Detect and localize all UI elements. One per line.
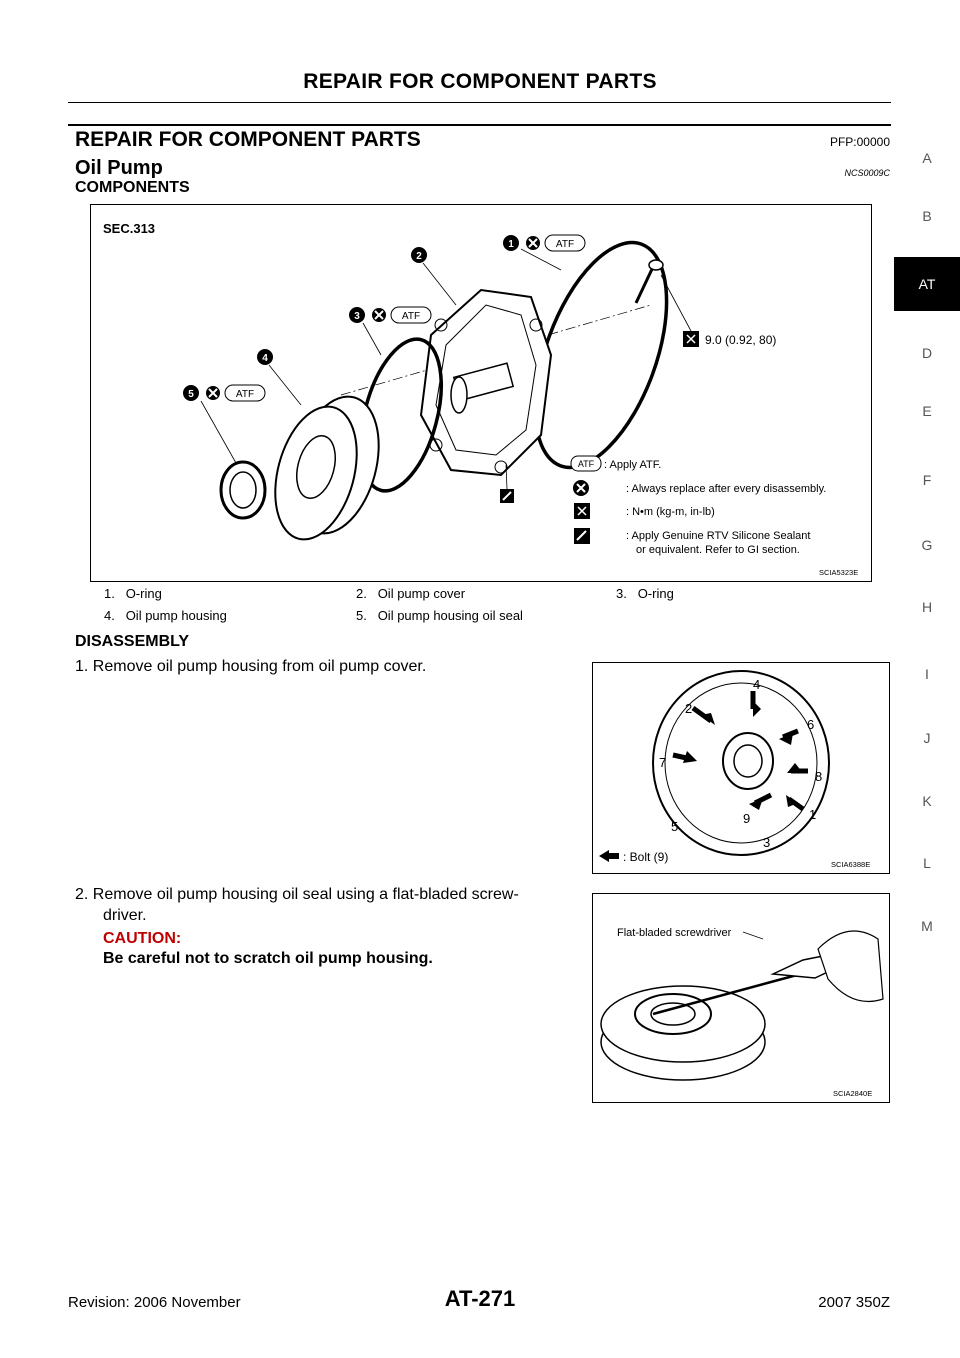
svg-text:: Apply Genuine RTV Silicone: : Apply Genuine RTV Silicone Sealant [626, 530, 811, 542]
header-rule [68, 102, 891, 103]
side-tab-f[interactable]: F [922, 472, 932, 488]
oil-pump-housing-shape [262, 387, 393, 548]
figure-legend [571, 456, 826, 556]
svg-text:5: 5 [188, 389, 194, 400]
part-1: 1. O-ring [104, 586, 162, 601]
side-tab-k[interactable]: K [922, 793, 932, 809]
figure-code: SCIA5323E [819, 568, 859, 577]
step-2-line2: driver. [103, 907, 147, 924]
section-rule [68, 124, 891, 126]
callout-5 [183, 385, 265, 463]
svg-text:7: 7 [659, 755, 667, 770]
section-title: REPAIR FOR COMPONENT PARTS [75, 128, 421, 151]
svg-text:ATF: ATF [577, 459, 595, 469]
torque-callout [661, 275, 776, 347]
svg-text:5: 5 [671, 819, 679, 834]
screwdriver-figure [592, 893, 890, 1103]
part-4: 4. Oil pump housing [104, 608, 227, 623]
svg-text:3: 3 [354, 311, 360, 322]
side-tab-b[interactable]: B [922, 208, 932, 224]
callout-2 [411, 247, 456, 305]
screwdriver-label: Flat-bladed screwdriver [617, 927, 732, 939]
side-tab-j[interactable]: J [923, 730, 931, 746]
svg-text:6: 6 [807, 717, 815, 732]
bolt-legend [599, 850, 668, 864]
svg-text:8: 8 [815, 769, 823, 784]
step-1: 1. Remove oil pump housing from oil pump cover. [75, 658, 427, 675]
bolt-shape [636, 260, 663, 303]
housing-drawing [601, 986, 765, 1080]
part-2: 2. Oil pump cover [356, 586, 466, 601]
svg-text:9: 9 [743, 811, 751, 826]
components-heading: COMPONENTS [75, 179, 190, 196]
figure1-code: SCIA6388E [831, 860, 871, 869]
footer-revision: Revision: 2006 November [68, 1294, 241, 1311]
caution-heading: CAUTION: [103, 930, 182, 947]
side-tab-g[interactable]: G [921, 537, 933, 553]
part-5: 5. Oil pump housing oil seal [356, 608, 523, 623]
svg-text:4: 4 [262, 353, 268, 364]
page-header-title: REPAIR FOR COMPONENT PARTS [303, 70, 657, 93]
svg-text:9.0 (0.92, 80): 9.0 (0.92, 80) [705, 333, 777, 347]
oil-seal-shape [221, 462, 265, 518]
caution-text: Be careful not to scratch oil pump housing. [103, 950, 433, 967]
ncs-code: NCS0009C [844, 168, 890, 178]
footer-page-number: AT-271 [444, 1286, 516, 1311]
footer-model: 2007 350Z [818, 1294, 890, 1311]
svg-text:1: 1 [508, 239, 514, 250]
pump-cover-top-view [653, 671, 829, 855]
svg-text:ATF: ATF [401, 311, 421, 322]
svg-text:3: 3 [763, 835, 771, 850]
bolt-figure [592, 662, 890, 874]
svg-text:: Bolt (9): : Bolt (9) [623, 850, 669, 864]
svg-text:: N•m (kg-m, in-lb): : N•m (kg-m, in-lb) [626, 506, 715, 518]
side-tab-l[interactable]: L [923, 855, 931, 871]
oil-pump-heading: Oil Pump [75, 157, 163, 179]
side-tab-d[interactable]: D [921, 345, 933, 361]
side-tab-at[interactable]: AT [894, 257, 960, 311]
side-tab-m[interactable]: M [921, 918, 933, 934]
svg-text:ATF: ATF [555, 239, 575, 250]
svg-text:: Always replace after every d: : Always replace after every disassembly. [626, 483, 827, 495]
svg-text:2: 2 [416, 251, 422, 262]
side-tab-a[interactable]: A [922, 150, 932, 166]
part-3: 3. O-ring [616, 586, 674, 601]
svg-text:4: 4 [753, 677, 761, 692]
callout-3 [349, 307, 431, 355]
sec-label: SEC.313 [103, 221, 156, 236]
svg-text:or equivalent. Refer to GI sec: or equivalent. Refer to GI section. [636, 544, 800, 556]
svg-text:ATF: ATF [235, 389, 255, 400]
components-figure [90, 204, 872, 582]
figure2-code: SCIA2840E [833, 1089, 873, 1098]
pfp-code: PFP:00000 [829, 135, 890, 149]
step-2-line1: 2. Remove oil pump housing oil seal using a flat-bladed screw- [75, 886, 519, 903]
disassembly-heading: DISASSEMBLY [75, 633, 190, 650]
svg-text:: Apply ATF.: : Apply ATF. [604, 459, 662, 471]
side-tab-e[interactable]: E [922, 403, 932, 419]
side-tab-i[interactable]: I [925, 666, 929, 682]
svg-text:1: 1 [809, 807, 817, 822]
svg-text:2: 2 [685, 701, 693, 716]
side-tab-h[interactable]: H [921, 599, 933, 615]
exploded-view-diagram [91, 205, 871, 581]
callout-1 [503, 235, 585, 270]
